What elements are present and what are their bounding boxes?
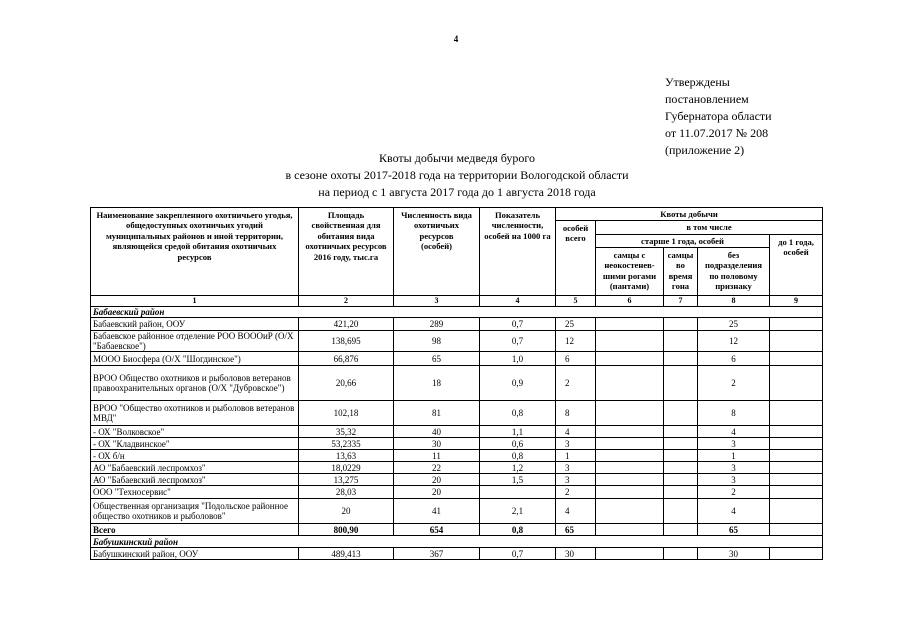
cell-population: 289 (394, 318, 480, 331)
cell-density: 1,5 (480, 474, 556, 486)
cell-density: 0,9 (480, 366, 556, 401)
header-quota-total: особей всего (556, 221, 596, 296)
cell-area: 20 (299, 499, 394, 524)
cell-area: 13,63 (299, 450, 394, 462)
cell-density: 0,7 (480, 318, 556, 331)
cell-territory: - ОХ б/н (91, 450, 299, 462)
cell-population: 98 (394, 331, 480, 352)
cell-quota-total: 12 (556, 331, 596, 352)
cell-territory: АО "Бабаевский леспромхоз" (91, 474, 299, 486)
title-line: на период с 1 августа 2017 года до 1 августа 2018 года (318, 185, 596, 199)
cell-density: 0,7 (480, 548, 556, 560)
table-row (91, 486, 823, 499)
cell-under-1 (770, 462, 823, 474)
table-row (91, 366, 823, 401)
cell-males-rut (664, 366, 698, 401)
cell-under-1 (770, 486, 823, 499)
cell-no-sex-division: 3 (698, 462, 770, 474)
title-line: Квоты добычи медведя бурого (379, 151, 535, 165)
cell-males-rut (664, 499, 698, 524)
cell-no-sex-division: 6 (698, 352, 770, 366)
cell-males-rut (664, 318, 698, 331)
total-row (91, 524, 823, 536)
cell-territory: - ОХ "Кладвинское" (91, 438, 299, 450)
column-numbers-row (91, 296, 823, 307)
cell-no-sex-division: 4 (698, 499, 770, 524)
header-quotas: Квоты добычи (556, 208, 823, 221)
header-older-than-1: старше 1 года, особей (596, 235, 770, 248)
cell-no-sex-division: 12 (698, 331, 770, 352)
cell-quota-total: 4 (556, 499, 596, 524)
cell-males-antlers (596, 462, 664, 474)
table-row (91, 401, 823, 426)
approval-line: от 11.07.2017 № 208 (665, 126, 769, 140)
cell-population: 65 (394, 352, 480, 366)
section-row (91, 536, 823, 548)
cell-under-1 (770, 426, 823, 438)
cell-territory: ВРОО "Общество охотников и рыболовов ветеранов МВД" (91, 401, 299, 426)
table-header (91, 208, 823, 307)
cell-under-1 (770, 352, 823, 366)
header-males-rut: самцы во время гона (664, 248, 698, 296)
cell-area: 35,32 (299, 426, 394, 438)
cell-density: 1,0 (480, 352, 556, 366)
column-number: 7 (664, 296, 698, 307)
cell-males-rut (664, 450, 698, 462)
cell-males-rut (664, 462, 698, 474)
table-row (91, 499, 823, 524)
table-row (91, 352, 823, 366)
cell-population: 30 (394, 438, 480, 450)
cell-territory: Общественная организация "Подольское районное общество охотников и рыболовов" (91, 499, 299, 524)
cell-no-sex-division: 2 (698, 486, 770, 499)
cell-quota-total: 6 (556, 352, 596, 366)
cell-males-antlers (596, 331, 664, 352)
cell-territory: АО "Бабаевский леспромхоз" (91, 462, 299, 474)
cell-under-1 (770, 318, 823, 331)
table-row (91, 438, 823, 450)
header-no-sex-division: без подразделения по половому признаку (698, 248, 770, 296)
column-number: 5 (556, 296, 596, 307)
cell-under-1 (770, 450, 823, 462)
cell-density: 0,8 (480, 401, 556, 426)
cell-density: 1,1 (480, 426, 556, 438)
cell-population: 18 (394, 366, 480, 401)
cell-no-sex-division: 4 (698, 426, 770, 438)
cell-territory: Бабушкинский район, ООУ (91, 548, 299, 560)
cell-population: 20 (394, 486, 480, 499)
cell-population: 41 (394, 499, 480, 524)
cell-under-1 (770, 366, 823, 401)
cell-territory: - ОХ "Волковское" (91, 426, 299, 438)
cell-area: 20,66 (299, 366, 394, 401)
cell-density: 2,1 (480, 499, 556, 524)
cell-males-antlers (596, 401, 664, 426)
cell-males-rut (664, 352, 698, 366)
cell-density: 1,2 (480, 462, 556, 474)
section-row (91, 307, 823, 318)
cell-males-rut (664, 331, 698, 352)
cell-no-sex-division: 2 (698, 366, 770, 401)
cell-males-rut (664, 548, 698, 560)
cell-area: 28,03 (299, 486, 394, 499)
table-row (91, 548, 823, 560)
approval-line: постановлением (665, 92, 749, 106)
cell-under-1 (770, 331, 823, 352)
cell-population: 20 (394, 474, 480, 486)
cell-under-1 (770, 499, 823, 524)
column-number: 6 (596, 296, 664, 307)
cell-males-rut (664, 426, 698, 438)
cell-no-sex-division: 3 (698, 438, 770, 450)
cell-population: 654 (394, 524, 480, 536)
section-title: Бабаевский район (91, 307, 823, 318)
cell-no-sex-division: 65 (698, 524, 770, 536)
header-density: Показатель численности, особей на 1000 га (480, 208, 556, 296)
section-title: Бабушкинский район (91, 536, 823, 548)
cell-under-1 (770, 401, 823, 426)
approval-block (665, 74, 772, 159)
cell-males-rut (664, 438, 698, 450)
cell-area: 66,876 (299, 352, 394, 366)
cell-quota-total: 2 (556, 486, 596, 499)
column-number: 8 (698, 296, 770, 307)
header-territory: Наименование закрепленного охотничьего угодья, общедоступных охотничьих угодий муниципальных районов и иной территории, являющейся средой обитания охотничьих ресурсов (91, 208, 299, 296)
cell-no-sex-division: 25 (698, 318, 770, 331)
cell-area: 138,695 (299, 331, 394, 352)
column-number: 4 (480, 296, 556, 307)
cell-area: 18,0229 (299, 462, 394, 474)
cell-density: 0,6 (480, 438, 556, 450)
cell-population: 40 (394, 426, 480, 438)
cell-no-sex-division: 8 (698, 401, 770, 426)
cell-quota-total: 65 (556, 524, 596, 536)
cell-males-antlers (596, 486, 664, 499)
cell-under-1 (770, 474, 823, 486)
cell-quota-total: 3 (556, 462, 596, 474)
cell-quota-total: 1 (556, 450, 596, 462)
cell-no-sex-division: 3 (698, 474, 770, 486)
cell-quota-total: 4 (556, 426, 596, 438)
column-number: 9 (770, 296, 823, 307)
approval-line: Губернатора области (665, 109, 772, 123)
cell-quota-total: 3 (556, 438, 596, 450)
cell-males-rut (664, 401, 698, 426)
table-body (91, 307, 823, 560)
cell-population: 11 (394, 450, 480, 462)
cell-area: 53,2335 (299, 438, 394, 450)
cell-territory: Всего (91, 524, 299, 536)
cell-quota-total: 3 (556, 474, 596, 486)
quota-table (90, 207, 823, 560)
header-population: Численность вида охотничьих ресурсов (особей) (394, 208, 480, 296)
cell-males-antlers (596, 474, 664, 486)
column-number: 2 (299, 296, 394, 307)
column-number: 1 (91, 296, 299, 307)
cell-quota-total: 25 (556, 318, 596, 331)
cell-no-sex-division: 30 (698, 548, 770, 560)
title-line: в сезоне охоты 2017-2018 года на территории Вологодской области (285, 168, 629, 182)
document-title (157, 150, 757, 201)
cell-area: 13,275 (299, 474, 394, 486)
cell-males-antlers (596, 450, 664, 462)
cell-area: 102,18 (299, 401, 394, 426)
table-row (91, 450, 823, 462)
header-under-1: до 1 года, особей (770, 235, 823, 296)
cell-density: 0,7 (480, 331, 556, 352)
cell-males-antlers (596, 499, 664, 524)
cell-territory: ВРОО Общество охотников и рыболовов ветеранов правоохранительных органов (О/Х "Дубровское") (91, 366, 299, 401)
cell-males-antlers (596, 366, 664, 401)
cell-males-rut (664, 486, 698, 499)
table-row (91, 474, 823, 486)
cell-males-antlers (596, 524, 664, 536)
cell-area: 489,413 (299, 548, 394, 560)
cell-quota-total: 8 (556, 401, 596, 426)
cell-area: 800,90 (299, 524, 394, 536)
column-number: 3 (394, 296, 480, 307)
cell-males-antlers (596, 548, 664, 560)
cell-males-antlers (596, 438, 664, 450)
cell-territory: Бабаевский район, ООУ (91, 318, 299, 331)
cell-territory: Бабаевское районное отделение РОО ВОООиР (О/Х "Бабаевское") (91, 331, 299, 352)
cell-under-1 (770, 548, 823, 560)
cell-territory: МООО Биосфера (О/Х "Шогдинское") (91, 352, 299, 366)
header-row (91, 208, 823, 221)
cell-males-rut (664, 524, 698, 536)
table-row (91, 318, 823, 331)
cell-population: 22 (394, 462, 480, 474)
cell-area: 421,20 (299, 318, 394, 331)
approval-line: Утверждены (665, 75, 730, 89)
cell-males-rut (664, 474, 698, 486)
cell-density (480, 486, 556, 499)
header-males-antlers: самцы с неокостенев- шими рогами (пантами) (596, 248, 664, 296)
cell-under-1 (770, 438, 823, 450)
table-row (91, 462, 823, 474)
approval-line: (приложение 2) (665, 143, 745, 157)
header-area: Площадь свойственная для обитания вида охотничьих ресурсов 2016 году, тыс.га (299, 208, 394, 296)
cell-under-1 (770, 524, 823, 536)
cell-population: 367 (394, 548, 480, 560)
cell-density: 0,8 (480, 524, 556, 536)
page-number: 4 (453, 34, 459, 44)
cell-males-antlers (596, 352, 664, 366)
cell-males-antlers (596, 318, 664, 331)
cell-territory: ООО "Техносервис" (91, 486, 299, 499)
table-row (91, 331, 823, 352)
cell-population: 81 (394, 401, 480, 426)
header-including: в том числе (596, 221, 823, 235)
cell-quota-total: 30 (556, 548, 596, 560)
cell-density: 0,8 (480, 450, 556, 462)
table-row (91, 426, 823, 438)
cell-quota-total: 2 (556, 366, 596, 401)
cell-no-sex-division: 1 (698, 450, 770, 462)
cell-males-antlers (596, 426, 664, 438)
